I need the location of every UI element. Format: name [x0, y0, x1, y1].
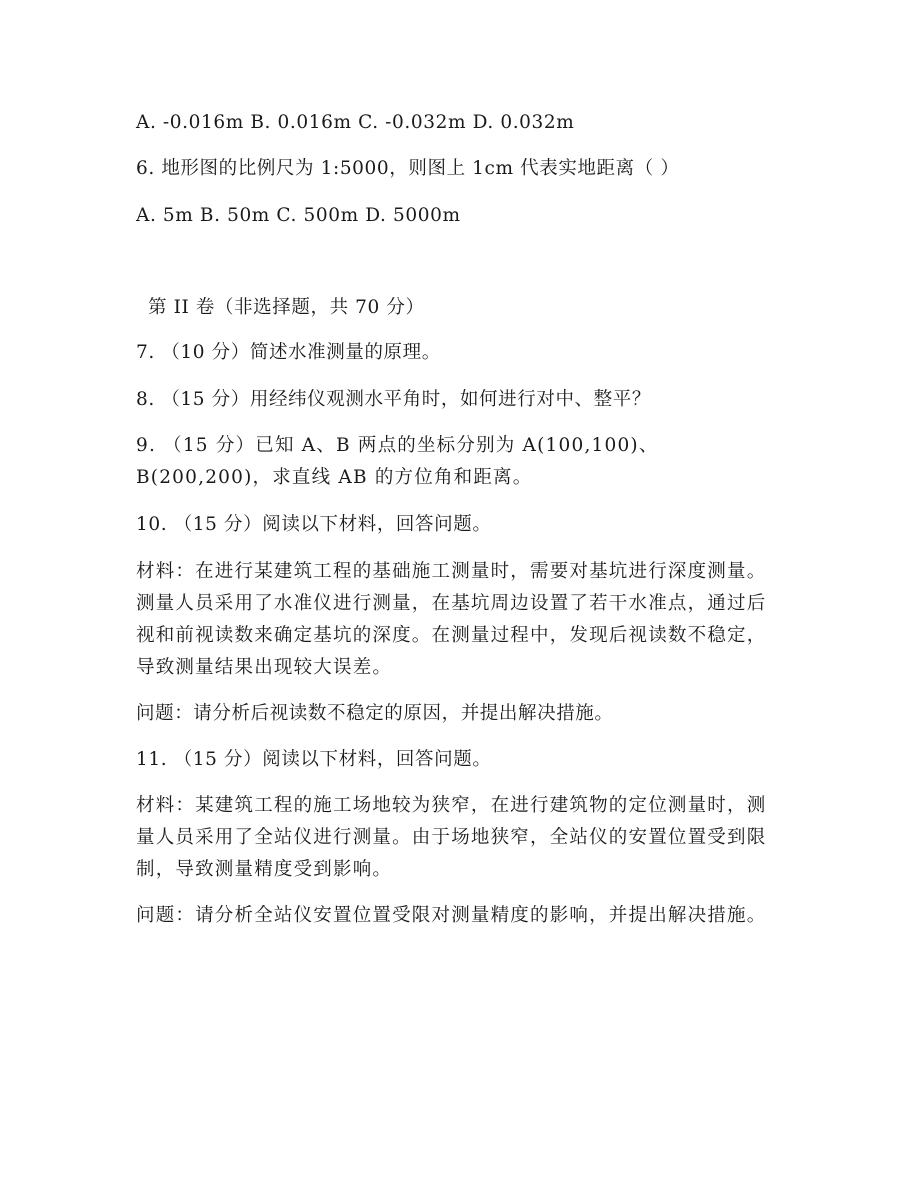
- q8-question: 8. （15 分）用经纬仪观测水平角时，如何进行对中、整平？: [136, 389, 651, 410]
- q11-question: 11. （15 分）阅读以下材料，回答问题。: [136, 749, 492, 770]
- q10-material: 材料：在进行某建筑工程的基础施工测量时，需要对基坑进行深度测量。测量人员采用了水准仪进行测量，在基坑周边设置了若干水准点，通过后视和前视读数来确定基坑的深度。在测量过程中，发现后视读数不稳定，导致测量结果出现较大误差。: [136, 561, 767, 678]
- q11-material: 材料：某建筑工程的施工场地较为狭窄，在进行建筑物的定位测量时，测量人员采用了全站仪进行测量。由于场地狭窄，全站仪的安置位置受到限制，导致测量精度受到影响。: [136, 795, 767, 880]
- q7-question: 7. （10 分）简述水准测量的原理。: [136, 342, 441, 363]
- q5-options: A. -0.016m B. 0.016m C. -0.032m D. 0.032m: [136, 112, 575, 133]
- q10-prompt: 问题：请分析后视读数不稳定的原因，并提出解决措施。: [136, 703, 614, 724]
- section-title: 第 II 卷（非选择题，共 70 分）: [148, 297, 425, 318]
- q11-prompt: 问题：请分析全站仪安置位置受限对测量精度的影响，并提出解决措施。: [136, 905, 767, 926]
- q10-question: 10. （15 分）阅读以下材料，回答问题。: [136, 514, 492, 535]
- q9-question: 9. （15 分）已知 A、B 两点的坐标分别为 A(100,100)、B(200,200)，求直线 AB 的方位角和距离。: [136, 435, 659, 488]
- q6-options: A. 5m B. 50m C. 500m D. 5000m: [136, 205, 461, 226]
- q6-question: 6. 地形图的比例尺为 1:5000，则图上 1cm 代表实地距离（ ）: [136, 158, 680, 179]
